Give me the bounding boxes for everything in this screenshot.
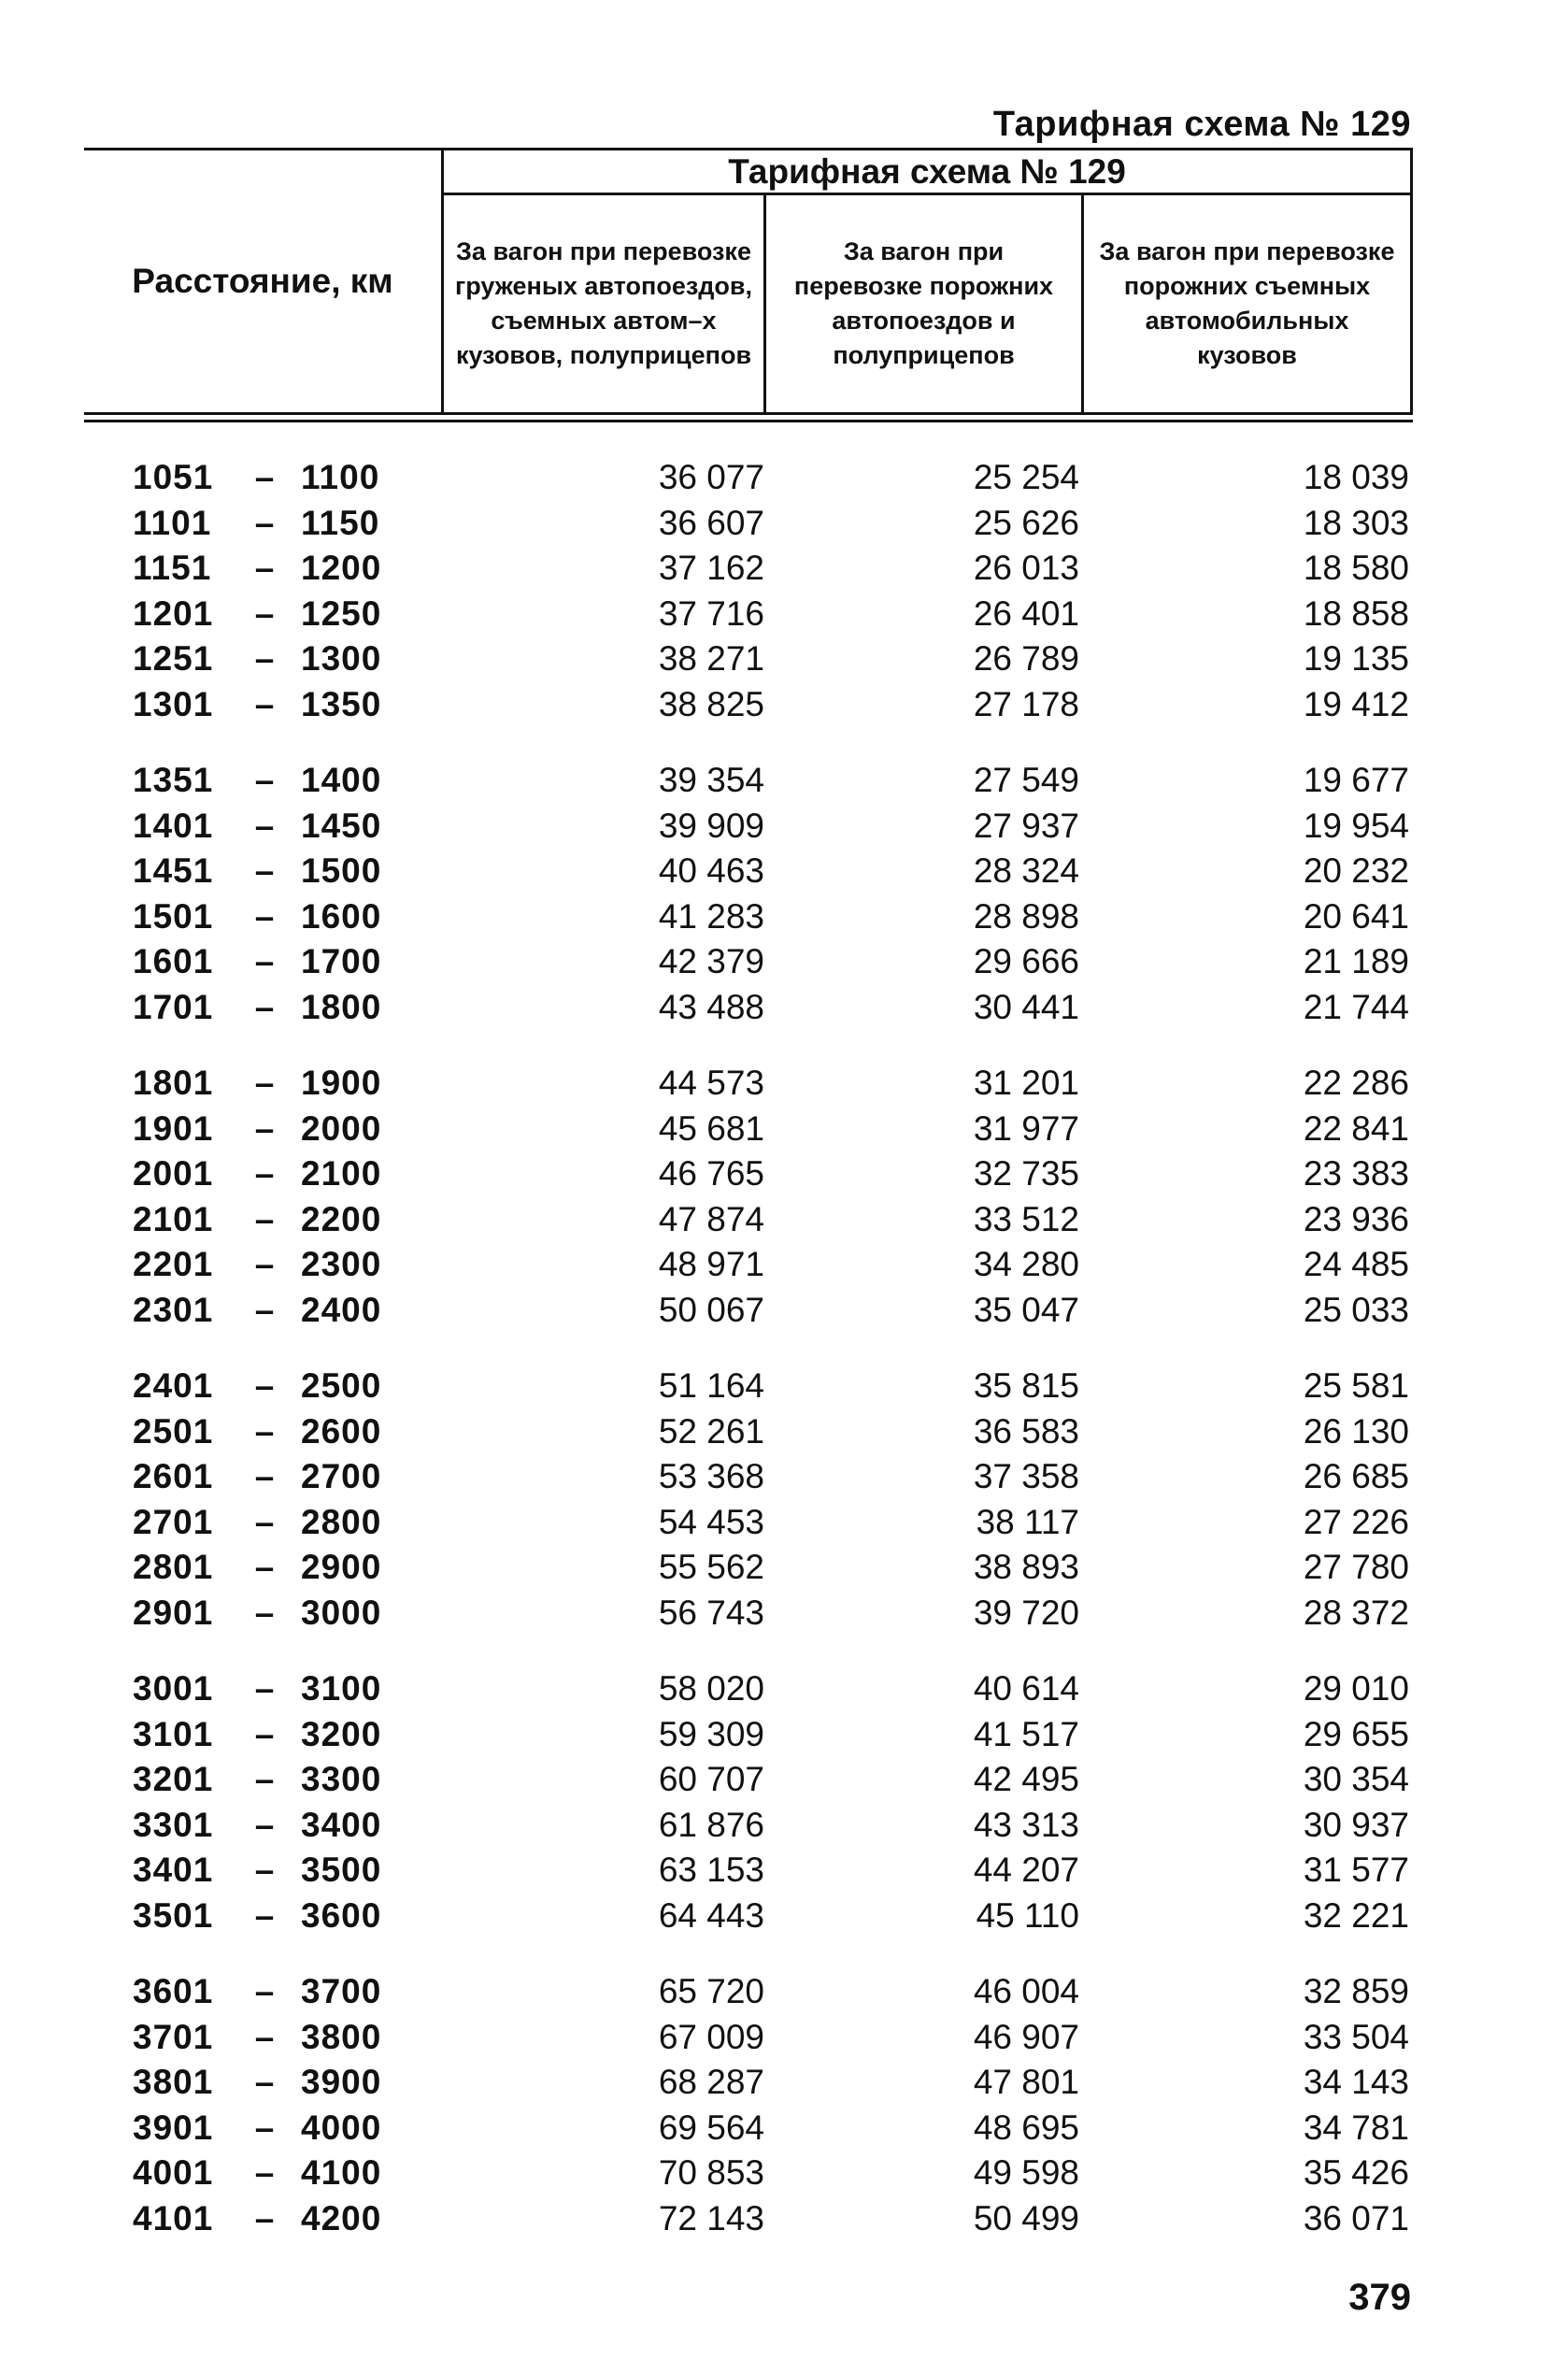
range-dash: –: [254, 1972, 275, 2010]
distance-from: 3501: [133, 1895, 214, 1935]
table-row: [0, 1108, 1568, 1151]
distance-from: 3901: [133, 2108, 214, 2147]
tariff-loaded: 36 077: [658, 458, 764, 496]
distance-from: 2301: [133, 1290, 214, 1329]
distance-to: 1800: [301, 987, 382, 1026]
range-dash: –: [254, 1593, 275, 1632]
distance-to: 3600: [301, 1895, 382, 1935]
tariff-empty-trains: 34 280: [973, 1245, 1079, 1283]
tariff-empty-trains: 46 004: [973, 1972, 1079, 2010]
tariff-empty-bodies: 23 383: [1303, 1154, 1409, 1193]
distance-to: 3300: [301, 1760, 382, 1798]
header-bottom-rule: [84, 412, 1413, 415]
distance-from: 3101: [133, 1714, 214, 1753]
tariff-loaded: 46 765: [658, 1154, 764, 1193]
range-dash: –: [254, 1548, 275, 1586]
distance-to: 1600: [301, 896, 382, 936]
distance-to: 2300: [301, 1245, 382, 1283]
tariff-empty-bodies: 29 010: [1303, 1669, 1409, 1708]
distance-from: 1801: [133, 1064, 214, 1102]
distance-to: 1500: [301, 851, 382, 890]
distance-from: 2501: [133, 1411, 214, 1451]
table-row: [0, 1758, 1568, 1801]
tariff-empty-trains: 45 110: [976, 1895, 1079, 1935]
range-dash: –: [254, 1411, 275, 1451]
distance-to: 2600: [301, 1411, 382, 1451]
distance-from: 3601: [133, 1972, 214, 2010]
distance-from: 1151: [133, 549, 212, 587]
header-bottom-rule-double: [84, 420, 1413, 422]
range-dash: –: [254, 851, 275, 890]
tariff-loaded: 39 909: [658, 806, 764, 845]
distance-to: 2800: [301, 1502, 382, 1541]
tariff-empty-bodies: 26 130: [1303, 1411, 1409, 1451]
tariff-empty-bodies: 31 577: [1303, 1851, 1409, 1889]
tariff-empty-bodies: 27 226: [1303, 1502, 1409, 1541]
distance-to: 3100: [301, 1669, 382, 1708]
distance-to: 1700: [301, 942, 382, 980]
tariff-loaded: 61 876: [658, 1805, 764, 1844]
table-row: [0, 895, 1568, 938]
distance-to: 2500: [301, 1366, 382, 1405]
range-dash: –: [254, 503, 275, 542]
tariff-empty-bodies: 18 039: [1303, 458, 1409, 496]
tariff-loaded: 60 707: [658, 1760, 764, 1798]
distance-from: 1351: [133, 761, 214, 799]
distance-to: 2200: [301, 1199, 382, 1238]
distance-to: 1400: [301, 761, 382, 799]
range-dash: –: [254, 1064, 275, 1102]
tariff-loaded: 37 716: [658, 593, 764, 633]
distance-to: 1100: [301, 458, 380, 496]
tariff-empty-bodies: 35 426: [1303, 2153, 1409, 2192]
range-dash: –: [254, 1290, 275, 1329]
range-dash: –: [254, 1108, 275, 1148]
range-dash: –: [254, 1245, 275, 1283]
table-row: [0, 1152, 1568, 1195]
table-row: [0, 1804, 1568, 1847]
table-row: [0, 2151, 1568, 2194]
distance-to: 3500: [301, 1851, 382, 1889]
tariff-empty-bodies: 22 286: [1303, 1064, 1409, 1102]
table-row: [0, 1667, 1568, 1710]
table-row: [0, 940, 1568, 983]
tariff-empty-trains: 47 801: [973, 2063, 1079, 2101]
tariff-loaded: 47 874: [658, 1199, 764, 1238]
range-dash: –: [254, 1895, 275, 1935]
table-row: [0, 759, 1568, 802]
range-dash: –: [254, 593, 275, 633]
tariff-empty-bodies: 32 859: [1303, 1972, 1409, 2010]
tariff-empty-bodies: 25 581: [1303, 1366, 1409, 1405]
table-row: [0, 2016, 1568, 2059]
distance-from: 3801: [133, 2063, 214, 2101]
tariff-empty-trains: 35 815: [973, 1366, 1079, 1405]
range-dash: –: [254, 1457, 275, 1495]
tariff-empty-trains: 37 358: [973, 1457, 1079, 1495]
tariff-empty-trains: 38 117: [976, 1502, 1079, 1541]
distance-from: 4101: [133, 2198, 214, 2237]
range-dash: –: [254, 1154, 275, 1193]
distance-to: 2400: [301, 1290, 382, 1329]
distance-to: 3400: [301, 1805, 382, 1844]
distance-to: 2700: [301, 1457, 382, 1495]
distance-from: 1451: [133, 851, 214, 890]
tariff-empty-trains: 42 495: [973, 1760, 1079, 1798]
distance-from: 1701: [133, 987, 214, 1026]
range-dash: –: [254, 1760, 275, 1798]
distance-from: 2801: [133, 1548, 214, 1586]
tariff-loaded: 53 368: [658, 1457, 764, 1495]
tariff-loaded: 56 743: [658, 1593, 764, 1632]
tariff-empty-trains: 32 735: [973, 1154, 1079, 1193]
distance-from: 3201: [133, 1760, 214, 1798]
tariff-empty-bodies: 28 372: [1303, 1593, 1409, 1632]
tariff-empty-trains: 41 517: [973, 1714, 1079, 1753]
distance-to: 4200: [301, 2198, 382, 2237]
tariff-empty-bodies: 21 744: [1303, 987, 1409, 1026]
tariff-empty-bodies: 18 858: [1303, 593, 1409, 633]
tariff-empty-bodies: 26 685: [1303, 1457, 1409, 1495]
tariff-empty-bodies: 23 936: [1303, 1199, 1409, 1238]
tariff-loaded: 58 020: [658, 1669, 764, 1708]
distance-from: 1601: [133, 942, 214, 980]
distance-to: 4000: [301, 2108, 382, 2147]
tariff-empty-trains: 26 401: [973, 593, 1079, 633]
tariff-empty-bodies: 19 954: [1303, 806, 1409, 845]
tariff-loaded: 44 573: [658, 1064, 764, 1102]
tariff-empty-trains: 28 898: [973, 896, 1079, 936]
distance-from: 1501: [133, 896, 214, 936]
tariff-empty-bodies: 18 580: [1303, 549, 1409, 587]
distance-from: 1901: [133, 1108, 214, 1148]
tariff-loaded: 64 443: [658, 1895, 764, 1935]
tariff-empty-trains: 31 201: [973, 1064, 1079, 1102]
table-row: [0, 1546, 1568, 1589]
tariff-empty-trains: 43 313: [973, 1805, 1079, 1844]
distance-to: 1250: [301, 593, 382, 633]
distance-from: 1051: [133, 458, 214, 496]
tariff-empty-trains: 50 499: [973, 2198, 1079, 2237]
tariff-empty-trains: 39 720: [973, 1593, 1079, 1632]
tariff-loaded: 67 009: [658, 2017, 764, 2056]
distance-from: 3701: [133, 2017, 214, 2056]
tariff-loaded: 39 354: [658, 761, 764, 799]
tariff-empty-bodies: 21 189: [1303, 942, 1409, 980]
range-dash: –: [254, 1851, 275, 1889]
tariff-loaded: 41 283: [658, 896, 764, 936]
distance-to: 3000: [301, 1593, 382, 1632]
distance-from: 3001: [133, 1669, 214, 1708]
table-row: [0, 502, 1568, 545]
tariff-empty-trains: 35 047: [973, 1290, 1079, 1329]
distance-from: 1101: [133, 503, 212, 542]
distance-from: 3301: [133, 1805, 214, 1844]
table-row: [0, 593, 1568, 636]
tariff-empty-trains: 25 626: [973, 503, 1079, 542]
tariff-loaded: 54 453: [658, 1502, 764, 1541]
tariff-empty-trains: 28 324: [973, 851, 1079, 890]
table-row: [0, 2061, 1568, 2104]
distance-to: 1300: [301, 639, 382, 678]
distance-to: 1200: [301, 549, 382, 587]
distance-to: 1450: [301, 806, 382, 845]
table-row: [0, 1365, 1568, 1408]
tariff-loaded: 38 271: [658, 639, 764, 678]
distance-from: 4001: [133, 2153, 214, 2192]
range-dash: –: [254, 549, 275, 587]
tariff-loaded: 68 287: [658, 2063, 764, 2101]
range-dash: –: [254, 2198, 275, 2237]
tariff-empty-bodies: 34 781: [1303, 2108, 1409, 2147]
tariff-empty-bodies: 33 504: [1303, 2017, 1409, 2056]
distance-from: 1301: [133, 684, 214, 723]
distance-to: 2000: [301, 1108, 382, 1148]
tariff-empty-trains: 25 254: [973, 458, 1079, 496]
tariff-empty-bodies: 18 303: [1303, 503, 1409, 542]
table-row: [0, 986, 1568, 1029]
tariff-loaded: 69 564: [658, 2108, 764, 2147]
distance-to: 3900: [301, 2063, 382, 2101]
tariff-empty-bodies: 29 655: [1303, 1714, 1409, 1753]
col-loaded-header: За вагон при перевозке груженых автопоездов, съемных автом–х кузовов, полуприцепов: [444, 195, 766, 412]
range-dash: –: [254, 1199, 275, 1238]
tariff-empty-trains: 26 013: [973, 549, 1079, 587]
table-row: [0, 1970, 1568, 2013]
tariff-loaded: 37 162: [658, 549, 764, 587]
distance-to: 1350: [301, 684, 382, 723]
distance-to: 3800: [301, 2017, 382, 2056]
range-dash: –: [254, 1714, 275, 1753]
distance-from: 1251: [133, 639, 214, 678]
table-row: [0, 637, 1568, 680]
tariff-empty-bodies: 34 143: [1303, 2063, 1409, 2101]
table-row: [0, 1713, 1568, 1756]
distance-from: 2201: [133, 1245, 214, 1283]
tariff-loaded: 40 463: [658, 851, 764, 890]
range-dash: –: [254, 684, 275, 723]
tariff-empty-trains: 48 695: [973, 2108, 1079, 2147]
table-row: [0, 1062, 1568, 1105]
tariff-loaded: 42 379: [658, 942, 764, 980]
range-dash: –: [254, 1502, 275, 1541]
range-dash: –: [254, 987, 275, 1026]
tariff-empty-trains: 27 178: [973, 684, 1079, 723]
table-row: [0, 2197, 1568, 2240]
table-row: [0, 1455, 1568, 1498]
tariff-loaded: 70 853: [658, 2153, 764, 2192]
range-dash: –: [254, 942, 275, 980]
tariff-empty-trains: 46 907: [973, 2017, 1079, 2056]
tariff-empty-bodies: 25 033: [1303, 1290, 1409, 1329]
range-dash: –: [254, 2108, 275, 2147]
distance-to: 2900: [301, 1548, 382, 1586]
running-head: Тарифная схема № 129: [992, 105, 1411, 144]
tariff-empty-bodies: 19 135: [1303, 639, 1409, 678]
table-row: [0, 1592, 1568, 1635]
distance-from: 2701: [133, 1502, 214, 1541]
distance-to: 1900: [301, 1064, 382, 1102]
page-number: 379: [1348, 2277, 1411, 2318]
tariff-group-title: Тарифная схема № 129: [444, 150, 1410, 195]
tariff-empty-bodies: 36 071: [1303, 2198, 1409, 2237]
tariff-empty-trains: 27 937: [973, 806, 1079, 845]
distance-from: 1201: [133, 593, 214, 633]
table-row: [0, 2107, 1568, 2150]
tariff-empty-bodies: 30 937: [1303, 1805, 1409, 1844]
range-dash: –: [254, 1366, 275, 1405]
range-dash: –: [254, 458, 275, 496]
tariff-empty-trains: 31 977: [973, 1108, 1079, 1148]
range-dash: –: [254, 806, 275, 845]
tariff-loaded: 38 825: [658, 684, 764, 723]
tariff-loaded: 43 488: [658, 987, 764, 1026]
tariff-empty-trains: 27 549: [973, 761, 1079, 799]
distance-to: 2100: [301, 1154, 382, 1193]
tariff-empty-bodies: 22 841: [1303, 1108, 1409, 1148]
tariff-group-header: [441, 150, 1413, 412]
distance-to: 3700: [301, 1972, 382, 2010]
tariff-empty-bodies: 19 412: [1303, 684, 1409, 723]
distance-from: 2601: [133, 1457, 214, 1495]
table-row: [0, 1501, 1568, 1544]
distance-from: 1401: [133, 806, 214, 845]
table-row: [0, 1410, 1568, 1453]
range-dash: –: [254, 639, 275, 678]
table-row: [0, 1198, 1568, 1241]
table-header: [84, 150, 1413, 412]
distance-to: 1150: [301, 503, 380, 542]
col-empty-trains-header: За вагон при перевозке порожних автопоездов и полуприцепов: [766, 195, 1084, 412]
distance-to: 3200: [301, 1714, 382, 1753]
distance-from: 3401: [133, 1851, 214, 1889]
distance-to: 4100: [301, 2153, 382, 2192]
table-row: [0, 1289, 1568, 1332]
tariff-empty-trains: 26 789: [973, 639, 1079, 678]
table-row: [0, 805, 1568, 848]
tariff-empty-trains: 33 512: [973, 1199, 1079, 1238]
range-dash: –: [254, 896, 275, 936]
tariff-loaded: 52 261: [658, 1411, 764, 1451]
tariff-empty-bodies: 27 780: [1303, 1548, 1409, 1586]
tariff-loaded: 50 067: [658, 1290, 764, 1329]
tariff-loaded: 63 153: [658, 1851, 764, 1889]
range-dash: –: [254, 1805, 275, 1844]
tariff-subheaders: [444, 195, 1410, 412]
distance-from: 2001: [133, 1154, 214, 1193]
tariff-empty-trains: 44 207: [973, 1851, 1079, 1889]
range-dash: –: [254, 1669, 275, 1708]
table-row: [0, 1243, 1568, 1286]
tariff-empty-bodies: 20 641: [1303, 896, 1409, 936]
tariff-empty-trains: 30 441: [973, 987, 1079, 1026]
table-row: [0, 456, 1568, 499]
table-row: [0, 547, 1568, 590]
tariff-empty-trains: 40 614: [973, 1669, 1079, 1708]
range-dash: –: [254, 2017, 275, 2056]
tariff-empty-bodies: 20 232: [1303, 851, 1409, 890]
tariff-empty-bodies: 30 354: [1303, 1760, 1409, 1798]
tariff-loaded: 59 309: [658, 1714, 764, 1753]
tariff-empty-bodies: 19 677: [1303, 761, 1409, 799]
table-row: [0, 1894, 1568, 1937]
table-row: [0, 1849, 1568, 1892]
distance-from: 2401: [133, 1366, 214, 1405]
distance-from: 2101: [133, 1199, 214, 1238]
tariff-empty-trains: 29 666: [973, 942, 1079, 980]
tariff-loaded: 55 562: [658, 1548, 764, 1586]
table-row: [0, 850, 1568, 893]
tariff-empty-bodies: 32 221: [1303, 1895, 1409, 1935]
tariff-empty-trains: 38 893: [973, 1548, 1079, 1586]
distance-header: Расстояние, км: [132, 262, 393, 300]
table-row: [0, 683, 1568, 726]
distance-from: 2901: [133, 1593, 214, 1632]
tariff-empty-bodies: 24 485: [1303, 1245, 1409, 1283]
tariff-empty-trains: 49 598: [973, 2153, 1079, 2192]
tariff-loaded: 72 143: [658, 2198, 764, 2237]
tariff-loaded: 65 720: [658, 1972, 764, 2010]
tariff-empty-trains: 36 583: [973, 1411, 1079, 1451]
range-dash: –: [254, 761, 275, 799]
col-empty-bodies-header: За вагон при перевозке порожних съемных автомобильных кузовов: [1099, 237, 1395, 369]
tariff-loaded: 45 681: [658, 1108, 764, 1148]
tariff-loaded: 51 164: [658, 1366, 764, 1405]
tariff-loaded: 48 971: [658, 1245, 764, 1283]
tariff-loaded: 36 607: [658, 503, 764, 542]
range-dash: –: [254, 2063, 275, 2101]
range-dash: –: [254, 2153, 275, 2192]
